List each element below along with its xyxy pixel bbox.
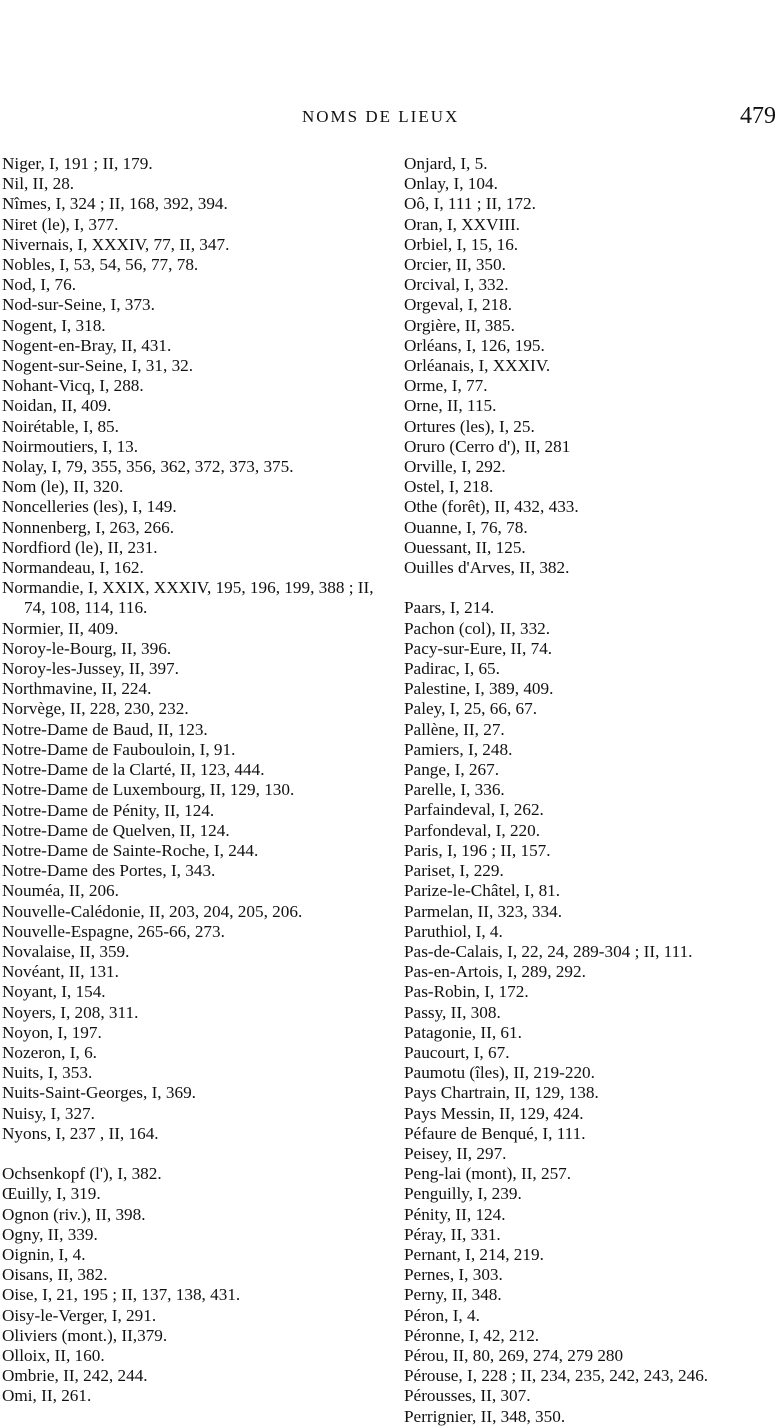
- index-entry: Oruro (Cerro d'), II, 281: [404, 436, 571, 456]
- index-entry: Notre-Dame de Luxembourg, II, 129, 130.: [2, 780, 295, 800]
- index-entry: Pérousses, II, 307.: [404, 1386, 531, 1406]
- index-entry: Orville, I, 292.: [404, 457, 506, 477]
- index-entry: Noyers, I, 208, 311.: [2, 1002, 139, 1022]
- index-entry: Orme, I, 77.: [404, 376, 488, 396]
- index-entry: Nolay, I, 79, 355, 356, 362, 372, 373, 375.: [2, 457, 294, 477]
- index-entry: Perrignier, II, 348, 350.: [404, 1406, 566, 1426]
- index-entry: Notre-Dame de Sainte-Roche, I, 244.: [2, 840, 259, 860]
- index-entry: Nogent-sur-Seine, I, 31, 32.: [2, 356, 194, 376]
- index-entry: Orléanais, I, XXXIV.: [404, 356, 551, 376]
- index-entry: Oran, I, XXVIII.: [404, 214, 520, 234]
- index-entry: Pacy-sur-Eure, II, 74.: [404, 638, 553, 658]
- index-entry: Paley, I, 25, 66, 67.: [404, 699, 538, 719]
- index-entry: Pariset, I, 229.: [404, 861, 504, 881]
- index-entry: Ouessant, II, 125.: [404, 537, 526, 557]
- page-number: 479: [740, 103, 776, 129]
- index-entry: Nivernais, I, XXXIV, 77, II, 347.: [2, 234, 230, 254]
- index-entry: Oise, I, 21, 195 ; II, 137, 138, 431.: [2, 1285, 241, 1305]
- index-entry: Pérouse, I, 228 ; II, 234, 235, 242, 243, 246.: [404, 1366, 709, 1386]
- index-entry: Othe (forêt), II, 432, 433.: [404, 497, 579, 517]
- index-entry: Oliviers (mont.), II,379.: [2, 1325, 168, 1345]
- index-entry: Ochsenkopf (l'), I, 382.: [2, 1164, 162, 1184]
- index-entry: Normier, II, 409.: [2, 618, 119, 638]
- index-entry: Nohant-Vicq, I, 288.: [2, 376, 144, 396]
- index-entry: Parmelan, II, 323, 334.: [404, 901, 562, 921]
- index-entry: Nuits, I, 353.: [2, 1063, 93, 1083]
- index-entry: Paris, I, 196 ; II, 157.: [404, 840, 551, 860]
- index-entry: Parfaindeval, I, 262.: [404, 800, 544, 820]
- index-entry: Orgière, II, 385.: [404, 315, 515, 335]
- index-entry: Nogent, I, 318.: [2, 315, 106, 335]
- index-entry: Noncelleries (les), I, 149.: [2, 497, 177, 517]
- index-entry: Pérou, II, 80, 269, 274, 279 280: [404, 1345, 624, 1365]
- index-entry: Olloix, II, 160.: [2, 1345, 105, 1365]
- index-entry: Norvège, II, 228, 230, 232.: [2, 699, 189, 719]
- index-entry: Nouméa, II, 206.: [2, 881, 119, 901]
- index-entry: Orcival, I, 332.: [404, 275, 509, 295]
- index-entry: Noyant, I, 154.: [2, 982, 106, 1002]
- index-entry: Notre-Dame de la Clarté, II, 123, 444.: [2, 760, 265, 780]
- index-entry: Pallène, II, 27.: [404, 719, 505, 739]
- index-entry: Notre-Dame de Faubouloin, I, 91.: [2, 739, 236, 759]
- index-entry: Orne, II, 115.: [404, 396, 497, 416]
- index-entry: Ouanne, I, 76, 78.: [404, 517, 528, 537]
- index-entry: Oô, I, 111 ; II, 172.: [404, 194, 536, 214]
- index-entry: Péronne, I, 42, 212.: [404, 1325, 540, 1345]
- index-entry: Penguilly, I, 239.: [404, 1184, 522, 1204]
- index-entry: Nom (le), II, 320.: [2, 477, 124, 497]
- index-entry: Pas-en-Artois, I, 289, 292.: [404, 962, 586, 982]
- index-entry: Parelle, I, 336.: [404, 780, 505, 800]
- index-entry: Notre-Dame de Baud, II, 123.: [2, 719, 208, 739]
- index-entry: Normandeau, I, 162.: [2, 558, 144, 578]
- index-entry: Patagonie, II, 61.: [404, 1022, 522, 1042]
- index-entry: Northmavine, II, 224.: [2, 679, 152, 699]
- index-entry: Ortures (les), I, 25.: [404, 416, 535, 436]
- index-entry: Novalaise, II, 359.: [2, 941, 130, 961]
- index-entry: Padirac, I, 65.: [404, 659, 500, 679]
- index-entry: Ouilles d'Arves, II, 382.: [404, 558, 570, 578]
- index-entry: Paruthiol, I, 4.: [404, 921, 503, 941]
- index-entry: Orcier, II, 350.: [404, 255, 506, 275]
- index-entry: Orléans, I, 126, 195.: [404, 335, 545, 355]
- index-entry: Nil, II, 28.: [2, 174, 75, 194]
- index-entry: Nozeron, I, 6.: [2, 1042, 97, 1062]
- index-entry: Nyons, I, 237 , II, 164.: [2, 1123, 159, 1143]
- index-entry: Pange, I, 267.: [404, 760, 499, 780]
- index-entry: Orgeval, I, 218.: [404, 295, 513, 315]
- index-entry: Oisy-le-Verger, I, 291.: [2, 1305, 157, 1325]
- section-gap: [404, 578, 782, 598]
- index-entry: Palestine, I, 389, 409.: [404, 679, 554, 699]
- index-entry: Oisans, II, 382.: [2, 1265, 108, 1285]
- index-entry: Pachon (col), II, 332.: [404, 618, 551, 638]
- index-entry: Nonnenberg, I, 263, 266.: [2, 517, 175, 537]
- running-title: NOMS DE LIEUX: [302, 107, 460, 126]
- index-entry: Oignin, I, 4.: [2, 1244, 86, 1264]
- index-entry: Pénity, II, 124.: [404, 1204, 506, 1224]
- index-entry: Normandie, I, XXIX, XXXIV, 195, 196, 199, 388 ; II, 74, 108, 114, 116.: [2, 578, 374, 618]
- index-entry: Noirmoutiers, I, 13.: [2, 436, 139, 456]
- index-entry: Nouvelle-Espagne, 265-66, 273.: [2, 921, 225, 941]
- index-entry: Pas-de-Calais, I, 22, 24, 289-304 ; II, 111.: [404, 941, 693, 961]
- index-entry: Ostel, I, 218.: [404, 477, 494, 497]
- index-entry: Paucourt, I, 67.: [404, 1042, 510, 1062]
- index-entry: Nouvelle-Calédonie, II, 203, 204, 205, 206.: [2, 901, 303, 921]
- index-entry: Pernes, I, 303.: [404, 1265, 503, 1285]
- index-entry: Noroy-les-Jussey, II, 397.: [2, 659, 179, 679]
- section-gap: [2, 1144, 387, 1164]
- index-entry: Niger, I, 191 ; II, 179.: [2, 154, 153, 173]
- index-entry: Peng-lai (mont), II, 257.: [404, 1164, 572, 1184]
- index-entry: Ombrie, II, 242, 244.: [2, 1366, 148, 1386]
- index-entry: Orbiel, I, 15, 16.: [404, 234, 519, 254]
- index-entry: Onlay, I, 104.: [404, 174, 498, 194]
- index-entry: Peisey, II, 297.: [404, 1143, 507, 1163]
- index-entry: Nuits-Saint-Georges, I, 369.: [2, 1083, 196, 1103]
- index-entry: Niret (le), I, 377.: [2, 214, 119, 234]
- index-entry: Nod-sur-Seine, I, 373.: [2, 295, 155, 315]
- index-entry: Nogent-en-Bray, II, 431.: [2, 335, 172, 355]
- index-entry: Notre-Dame de Quelven, II, 124.: [2, 820, 230, 840]
- index-column-right: [404, 154, 782, 1427]
- index-entry: Ognon (riv.), II, 398.: [2, 1204, 146, 1224]
- index-entry: Parize-le-Châtel, I, 81.: [404, 881, 561, 901]
- index-entry: Pays Chartrain, II, 129, 138.: [404, 1083, 599, 1103]
- index-entry: Paumotu (îles), II, 219-220.: [404, 1063, 595, 1083]
- index-entry: Péfaure de Benqué, I, 111.: [404, 1123, 586, 1143]
- index-entry: Nîmes, I, 324 ; II, 168, 392, 394.: [2, 194, 228, 214]
- index-entry: Ogny, II, 339.: [2, 1224, 98, 1244]
- index-entry: Noyon, I, 197.: [2, 1022, 102, 1042]
- index-entry: Paars, I, 214.: [404, 598, 495, 618]
- index-entry: Péray, II, 331.: [404, 1224, 501, 1244]
- index-entry: Pernant, I, 214, 219.: [404, 1244, 544, 1264]
- index-entry: Nordfiord (le), II, 231.: [2, 537, 158, 557]
- index-entry: Œuilly, I, 319.: [2, 1184, 101, 1204]
- index-entry: Omi, II, 261.: [2, 1386, 92, 1406]
- index-entry: Notre-Dame de Pénity, II, 124.: [2, 800, 215, 820]
- index-entry: Pays Messin, II, 129, 424.: [404, 1103, 584, 1123]
- index-entry: Passy, II, 308.: [404, 1002, 501, 1022]
- index-entry: Nobles, I, 53, 54, 56, 77, 78.: [2, 255, 199, 275]
- index-entry: Novéant, II, 131.: [2, 962, 119, 982]
- index-entry: Onjard, I, 5.: [404, 154, 488, 173]
- index-entry: Parfondeval, I, 220.: [404, 820, 541, 840]
- index-column-left: [2, 154, 387, 1407]
- index-entry: Péron, I, 4.: [404, 1305, 480, 1325]
- index-entry: Perny, II, 348.: [404, 1285, 502, 1305]
- index-entry: Pamiers, I, 248.: [404, 739, 513, 759]
- index-entry: Noroy-le-Bourg, II, 396.: [2, 638, 172, 658]
- index-entry: Noidan, II, 409.: [2, 396, 112, 416]
- index-entry: Nuisy, I, 327.: [2, 1103, 95, 1123]
- index-entry: Noirétable, I, 85.: [2, 416, 119, 436]
- index-entry: Notre-Dame des Portes, I, 343.: [2, 861, 216, 881]
- index-entry: Nod, I, 76.: [2, 275, 76, 295]
- index-entry: Pas-Robin, I, 172.: [404, 982, 529, 1002]
